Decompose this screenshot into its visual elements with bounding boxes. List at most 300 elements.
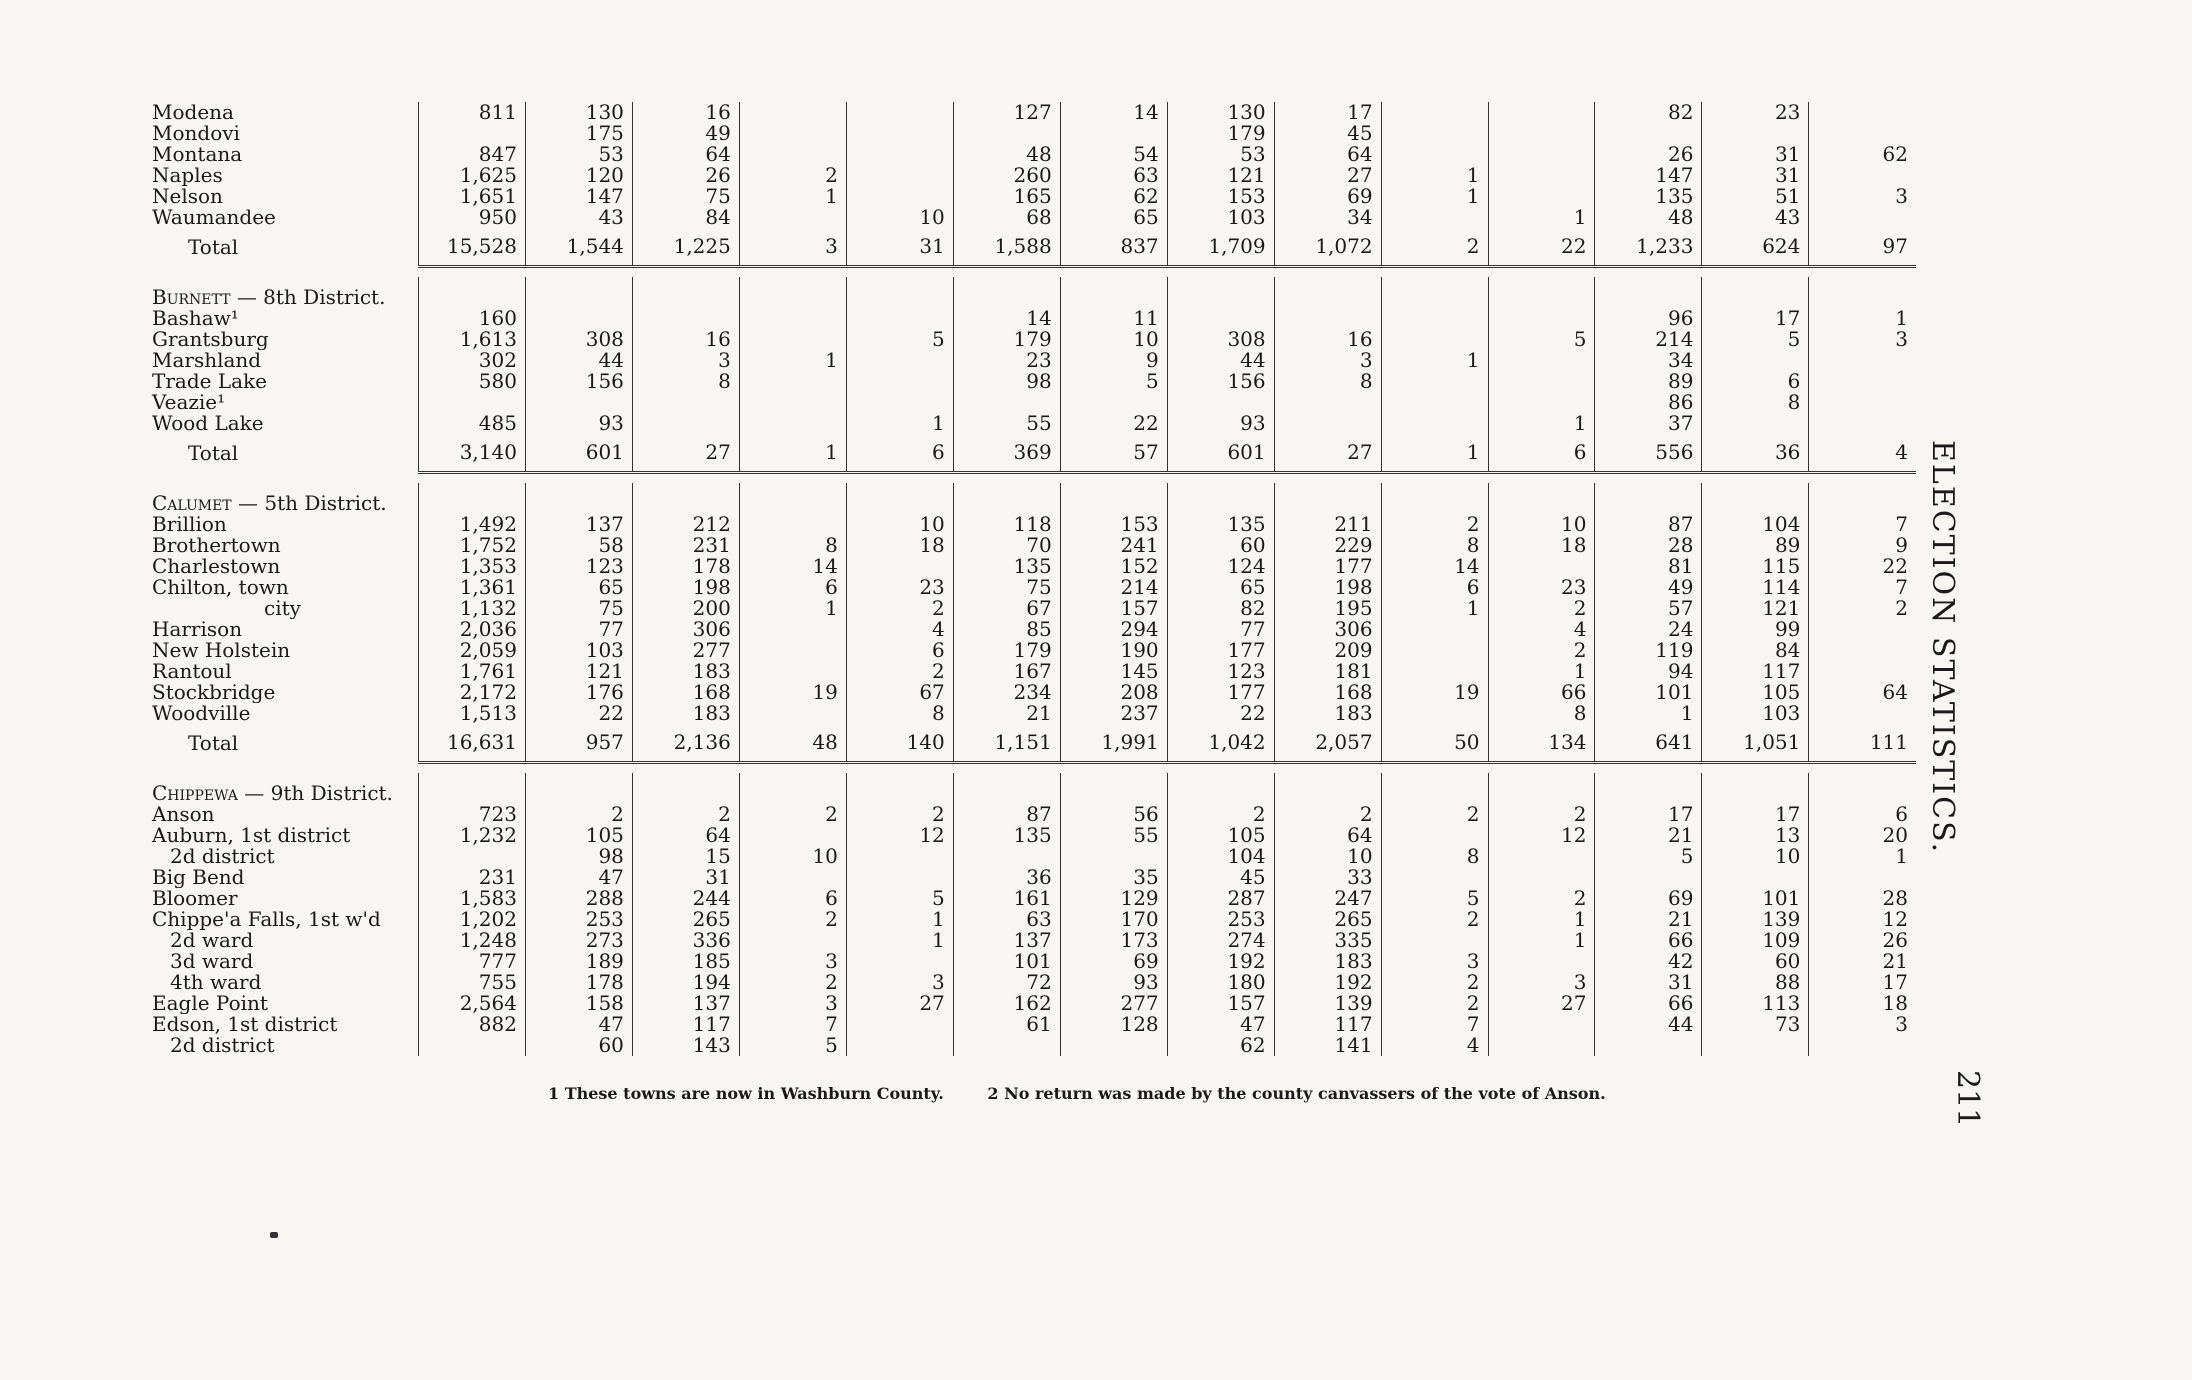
vote-cell: [739, 102, 846, 123]
vote-cell: 3: [1381, 951, 1488, 972]
vote-cell: 2: [846, 804, 953, 825]
vote-cell: 47: [525, 1014, 632, 1035]
vote-cell: 237: [1060, 703, 1167, 724]
vote-cell: 69: [1595, 888, 1702, 909]
vote-cell: 26: [1809, 930, 1916, 951]
vote-cell: 27: [1274, 434, 1381, 473]
vote-cell: [419, 1035, 526, 1056]
vote-cell: 2: [1381, 993, 1488, 1014]
vote-cell: 143: [632, 1035, 739, 1056]
row-label: Total: [188, 730, 239, 755]
vote-cell: 4: [846, 619, 953, 640]
vote-cell: [846, 556, 953, 577]
vote-cell: 157: [1060, 598, 1167, 619]
vote-cell: 2: [1274, 804, 1381, 825]
vote-cell: 3: [1809, 186, 1916, 207]
election-statistics-table: [148, 102, 1916, 1056]
row-label: Brothertown: [152, 535, 281, 556]
vote-cell: [1809, 102, 1916, 123]
row-label: Charlestown: [152, 556, 281, 577]
vote-cell: 93: [1060, 972, 1167, 993]
vote-cell: 23: [846, 577, 953, 598]
vote-cell: 49: [1595, 577, 1702, 598]
vote-cell: 62: [1167, 1035, 1274, 1056]
vote-cell: 2: [1381, 228, 1488, 267]
row-label: Rantoul: [152, 661, 232, 682]
vote-cell: 58: [525, 535, 632, 556]
vote-cell: 31: [846, 228, 953, 267]
vote-cell: 198: [632, 577, 739, 598]
vote-cell: 130: [1167, 102, 1274, 123]
table-row: [148, 308, 1916, 329]
vote-cell: 294: [1060, 619, 1167, 640]
vote-cell: 134: [1488, 724, 1595, 763]
vote-cell: 68: [953, 207, 1060, 228]
row-label: 2d district: [170, 846, 275, 867]
vote-cell: 47: [525, 867, 632, 888]
vote-cell: 1,492: [419, 514, 526, 535]
table-row: [148, 371, 1916, 392]
vote-cell: 185: [632, 951, 739, 972]
vote-cell: 105: [1167, 825, 1274, 846]
vote-cell: [739, 329, 846, 350]
vote-cell: 65: [1167, 577, 1274, 598]
vote-cell: 10: [846, 207, 953, 228]
vote-cell: 950: [419, 207, 526, 228]
vote-cell: 5: [1595, 846, 1702, 867]
vote-cell: [1488, 846, 1595, 867]
vote-cell: 274: [1167, 930, 1274, 951]
vote-cell: 62: [1060, 186, 1167, 207]
table-row: [148, 165, 1916, 186]
vote-cell: 37: [1595, 413, 1702, 434]
vote-cell: [846, 846, 953, 867]
vote-cell: [739, 207, 846, 228]
table-row: [148, 350, 1916, 371]
vote-cell: 2,136: [632, 724, 739, 763]
vote-cell: 8: [1381, 846, 1488, 867]
section-separator: [148, 267, 1916, 278]
vote-cell: 27: [1488, 993, 1595, 1014]
vote-cell: 12: [1488, 825, 1595, 846]
vote-cell: 601: [1167, 434, 1274, 473]
vote-cell: 181: [1274, 661, 1381, 682]
vote-cell: 93: [525, 413, 632, 434]
vote-cell: 141: [1274, 1035, 1381, 1056]
vote-cell: [1488, 1014, 1595, 1035]
row-label: Modena: [152, 102, 234, 123]
vote-cell: 273: [525, 930, 632, 951]
total-row: [148, 724, 1916, 763]
vote-cell: 1,151: [953, 724, 1060, 763]
row-label: Naples: [152, 165, 223, 186]
row-label: Nelson: [152, 186, 223, 207]
vote-cell: 162: [953, 993, 1060, 1014]
vote-cell: [739, 308, 846, 329]
vote-cell: 44: [525, 350, 632, 371]
vote-cell: 189: [525, 951, 632, 972]
row-label: Waumandee: [152, 207, 276, 228]
vote-cell: [1381, 661, 1488, 682]
vote-cell: 253: [1167, 909, 1274, 930]
vote-cell: 3,140: [419, 434, 526, 473]
table-row: [148, 577, 1916, 598]
vote-cell: 168: [632, 682, 739, 703]
vote-cell: 43: [1702, 207, 1809, 228]
table-row: [148, 186, 1916, 207]
row-label: Trade Lake: [152, 371, 267, 392]
vote-cell: 212: [632, 514, 739, 535]
vote-cell: 1,353: [419, 556, 526, 577]
vote-cell: 84: [1702, 640, 1809, 661]
vote-cell: 53: [525, 144, 632, 165]
running-title: ELECTION STATISTICS.: [1925, 440, 1960, 855]
vote-cell: 194: [632, 972, 739, 993]
vote-cell: 3: [1274, 350, 1381, 371]
vote-cell: 66: [1595, 930, 1702, 951]
vote-cell: 67: [846, 682, 953, 703]
vote-cell: 173: [1060, 930, 1167, 951]
vote-cell: [739, 144, 846, 165]
vote-cell: 114: [1702, 577, 1809, 598]
vote-cell: 101: [1595, 682, 1702, 703]
table-row: [148, 804, 1916, 825]
vote-cell: 2: [1381, 972, 1488, 993]
vote-cell: 580: [419, 371, 526, 392]
vote-cell: 93: [1167, 413, 1274, 434]
vote-cell: 260: [953, 165, 1060, 186]
vote-cell: 1: [1488, 909, 1595, 930]
vote-cell: [632, 392, 739, 413]
vote-cell: 69: [1274, 186, 1381, 207]
vote-cell: 64: [632, 144, 739, 165]
vote-cell: 117: [1702, 661, 1809, 682]
vote-cell: 98: [953, 371, 1060, 392]
vote-cell: 1: [1809, 308, 1916, 329]
vote-cell: 1,072: [1274, 228, 1381, 267]
table-row: [148, 1014, 1916, 1035]
vote-cell: [1488, 123, 1595, 144]
vote-cell: 6: [1809, 804, 1916, 825]
vote-cell: 265: [1274, 909, 1381, 930]
vote-cell: 42: [1595, 951, 1702, 972]
vote-cell: 45: [1274, 123, 1381, 144]
district-label: — 5th District.: [238, 491, 387, 514]
vote-cell: [1702, 350, 1809, 371]
vote-cell: 109: [1702, 930, 1809, 951]
vote-cell: 69: [1060, 951, 1167, 972]
vote-cell: 27: [846, 993, 953, 1014]
vote-cell: 3: [739, 951, 846, 972]
vote-cell: 23: [953, 350, 1060, 371]
vote-cell: 8: [1488, 703, 1595, 724]
vote-cell: 135: [1595, 186, 1702, 207]
vote-cell: 53: [1167, 144, 1274, 165]
vote-cell: [846, 186, 953, 207]
row-label: Total: [188, 234, 239, 259]
vote-cell: 7: [739, 1014, 846, 1035]
vote-cell: [1274, 392, 1381, 413]
vote-cell: 48: [953, 144, 1060, 165]
vote-cell: 118: [953, 514, 1060, 535]
vote-cell: 21: [953, 703, 1060, 724]
table-row: [148, 392, 1916, 413]
row-label: Chilton, town: [152, 577, 289, 598]
vote-cell: 82: [1595, 102, 1702, 123]
table-row: [148, 661, 1916, 682]
vote-cell: 75: [953, 577, 1060, 598]
vote-cell: [1488, 556, 1595, 577]
vote-cell: 2: [1167, 804, 1274, 825]
table-row: [148, 993, 1916, 1014]
vote-cell: 23: [1488, 577, 1595, 598]
vote-cell: 66: [1595, 993, 1702, 1014]
vote-cell: 17: [1809, 972, 1916, 993]
table-row: [148, 329, 1916, 350]
vote-cell: 9: [1809, 535, 1916, 556]
vote-cell: [1809, 640, 1916, 661]
vote-cell: 75: [632, 186, 739, 207]
vote-cell: [1060, 123, 1167, 144]
vote-cell: 121: [1167, 165, 1274, 186]
vote-cell: 1,361: [419, 577, 526, 598]
vote-cell: [846, 123, 953, 144]
row-label: 4th ward: [170, 972, 262, 993]
vote-cell: 127: [953, 102, 1060, 123]
vote-cell: 103: [525, 640, 632, 661]
vote-cell: 2: [1488, 598, 1595, 619]
vote-cell: 308: [1167, 329, 1274, 350]
vote-cell: [1060, 846, 1167, 867]
vote-cell: 27: [632, 434, 739, 473]
vote-cell: [739, 825, 846, 846]
vote-cell: 119: [1595, 640, 1702, 661]
vote-cell: 177: [1274, 556, 1381, 577]
vote-cell: 117: [1274, 1014, 1381, 1035]
vote-cell: [1381, 308, 1488, 329]
vote-cell: 31: [1702, 144, 1809, 165]
vote-cell: 244: [632, 888, 739, 909]
vote-cell: [739, 661, 846, 682]
vote-cell: 54: [1060, 144, 1167, 165]
vote-cell: 9: [1060, 350, 1167, 371]
vote-cell: 168: [1274, 682, 1381, 703]
vote-cell: 209: [1274, 640, 1381, 661]
row-label: Total: [188, 440, 239, 465]
vote-cell: [1381, 640, 1488, 661]
vote-cell: [846, 144, 953, 165]
vote-cell: 10: [739, 846, 846, 867]
vote-cell: [632, 413, 739, 434]
vote-cell: 160: [419, 308, 526, 329]
table-row: [148, 413, 1916, 434]
vote-cell: 60: [525, 1035, 632, 1056]
vote-cell: [1488, 144, 1595, 165]
vote-cell: 177: [1167, 682, 1274, 703]
vote-cell: 288: [525, 888, 632, 909]
vote-cell: 369: [953, 434, 1060, 473]
vote-cell: [846, 165, 953, 186]
vote-cell: 98: [525, 846, 632, 867]
vote-cell: [846, 951, 953, 972]
vote-cell: 88: [1702, 972, 1809, 993]
vote-cell: 101: [1702, 888, 1809, 909]
vote-cell: [739, 640, 846, 661]
vote-cell: 1,202: [419, 909, 526, 930]
vote-cell: 77: [525, 619, 632, 640]
county-name: Calumet: [152, 491, 232, 514]
row-label: Stockbridge: [152, 682, 276, 703]
district-label: — 9th District.: [244, 781, 393, 804]
vote-cell: [1381, 413, 1488, 434]
row-label: 3d ward: [170, 951, 254, 972]
vote-cell: [1702, 413, 1809, 434]
vote-cell: 153: [1060, 514, 1167, 535]
vote-cell: 1,588: [953, 228, 1060, 267]
row-label: Brillion: [152, 514, 227, 535]
vote-cell: 10: [1488, 514, 1595, 535]
vote-cell: [1488, 1035, 1595, 1056]
county-name: Chippewa: [152, 781, 238, 804]
vote-cell: 19: [739, 682, 846, 703]
vote-cell: 247: [1274, 888, 1381, 909]
table-row: [148, 640, 1916, 661]
vote-cell: 1: [1381, 598, 1488, 619]
vote-cell: [739, 867, 846, 888]
vote-cell: 1,752: [419, 535, 526, 556]
vote-cell: 15: [632, 846, 739, 867]
vote-cell: 96: [1595, 308, 1702, 329]
section-separator: [148, 763, 1916, 774]
vote-cell: 3: [739, 228, 846, 267]
vote-cell: 158: [525, 993, 632, 1014]
vote-cell: 67: [953, 598, 1060, 619]
vote-cell: [739, 123, 846, 144]
vote-cell: 8: [739, 535, 846, 556]
vote-cell: 178: [525, 972, 632, 993]
table-row: [148, 825, 1916, 846]
vote-cell: 1: [1381, 434, 1488, 473]
vote-cell: 101: [953, 951, 1060, 972]
table-row: [148, 1035, 1916, 1056]
table-row: [148, 682, 1916, 703]
vote-cell: [1702, 1035, 1809, 1056]
vote-cell: [525, 392, 632, 413]
vote-cell: 113: [1702, 993, 1809, 1014]
vote-cell: [739, 703, 846, 724]
county-name: Burnett: [152, 285, 231, 308]
row-label: Marshland: [152, 350, 262, 371]
row-label: New Holstein: [152, 640, 291, 661]
vote-cell: 60: [1702, 951, 1809, 972]
vote-cell: 2,036: [419, 619, 526, 640]
vote-cell: 75: [525, 598, 632, 619]
vote-cell: 82: [1167, 598, 1274, 619]
row-label: Wood Lake: [152, 413, 264, 434]
vote-cell: [739, 371, 846, 392]
row-label: Veazie¹: [152, 392, 226, 413]
vote-cell: [1488, 392, 1595, 413]
vote-cell: [1488, 867, 1595, 888]
vote-cell: 18: [846, 535, 953, 556]
row-label: Montana: [152, 144, 243, 165]
vote-cell: 214: [1060, 577, 1167, 598]
vote-cell: 64: [1809, 682, 1916, 703]
vote-cell: 2,057: [1274, 724, 1381, 763]
vote-cell: [1809, 207, 1916, 228]
vote-cell: 20: [1809, 825, 1916, 846]
vote-cell: [1809, 413, 1916, 434]
vote-cell: 130: [525, 102, 632, 123]
vote-cell: 139: [1702, 909, 1809, 930]
vote-cell: 17: [1595, 804, 1702, 825]
vote-cell: 6: [1702, 371, 1809, 392]
vote-cell: 21: [1809, 951, 1916, 972]
vote-cell: 306: [1274, 619, 1381, 640]
table-row: [148, 867, 1916, 888]
vote-cell: 24: [1595, 619, 1702, 640]
vote-cell: 1: [1488, 413, 1595, 434]
vote-cell: [525, 308, 632, 329]
vote-cell: [739, 413, 846, 434]
vote-cell: [1809, 1035, 1916, 1056]
vote-cell: 755: [419, 972, 526, 993]
vote-cell: [1060, 1035, 1167, 1056]
row-label: Auburn, 1st district: [152, 825, 351, 846]
vote-cell: 175: [525, 123, 632, 144]
vote-cell: 64: [632, 825, 739, 846]
vote-cell: [846, 350, 953, 371]
vote-cell: 99: [1702, 619, 1809, 640]
vote-cell: 21: [1595, 825, 1702, 846]
vote-cell: 1,042: [1167, 724, 1274, 763]
vote-cell: [1809, 165, 1916, 186]
vote-cell: 70: [953, 535, 1060, 556]
vote-cell: 56: [1060, 804, 1167, 825]
vote-cell: 253: [525, 909, 632, 930]
vote-cell: 117: [632, 1014, 739, 1035]
vote-cell: 48: [739, 724, 846, 763]
vote-cell: [632, 308, 739, 329]
vote-cell: 4: [1381, 1035, 1488, 1056]
vote-cell: 137: [525, 514, 632, 535]
vote-cell: 1: [846, 909, 953, 930]
vote-cell: 104: [1702, 514, 1809, 535]
vote-cell: 229: [1274, 535, 1381, 556]
table-row: [148, 930, 1916, 951]
vote-cell: 45: [1167, 867, 1274, 888]
vote-cell: 147: [525, 186, 632, 207]
vote-cell: [1809, 703, 1916, 724]
vote-cell: 31: [1702, 165, 1809, 186]
vote-cell: 18: [1488, 535, 1595, 556]
vote-cell: 811: [419, 102, 526, 123]
vote-cell: 77: [1167, 619, 1274, 640]
table-row: [148, 909, 1916, 930]
vote-cell: 2: [1381, 804, 1488, 825]
row-label: 2d ward: [170, 930, 254, 951]
vote-cell: 308: [525, 329, 632, 350]
vote-cell: 8: [846, 703, 953, 724]
vote-cell: 1,613: [419, 329, 526, 350]
vote-cell: [953, 846, 1060, 867]
vote-cell: 179: [1167, 123, 1274, 144]
table-row: [148, 123, 1916, 144]
vote-cell: [846, 867, 953, 888]
vote-cell: 10: [1702, 846, 1809, 867]
vote-cell: 140: [846, 724, 953, 763]
vote-cell: [953, 392, 1060, 413]
